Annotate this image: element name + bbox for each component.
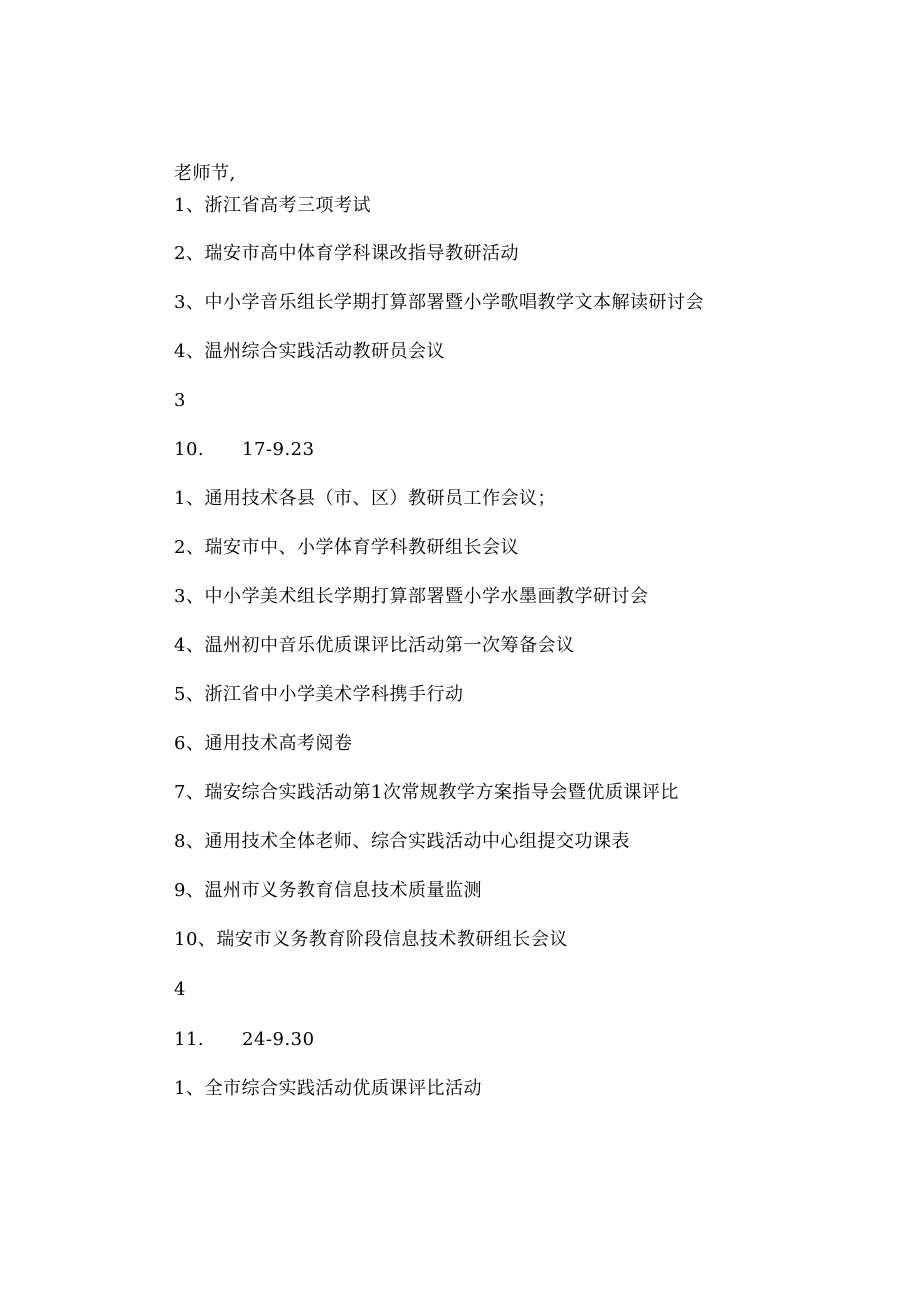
date-range [174,438,315,462]
list-item: 4、温州初中音乐优质课评比活动第一次筹备会议 [174,635,575,656]
date-range [174,1028,315,1052]
list-item: 7、瑞安综合实践活动第1次常规教学方案指导会暨优质课评比 [174,782,679,803]
list-item: 4、温州综合实践活动教研员会议 [174,341,445,362]
list-item: 6、通用技术高考阅卷 [174,733,353,754]
list-item: 3、中小学音乐组长学期打算部署暨小学歌唱教学文本解读研讨会 [174,292,704,313]
list-item: 10、瑞安市义务教育阶段信息技术教研组长会议 [174,929,568,950]
list-item: 1、全市综合实践活动优质课评比活动 [174,1078,482,1099]
list-item: 2、瑞安市高中体育学科课改指导教研活动 [174,243,519,264]
list-item: 1、通用技术各县（市、区）教研员工作会议； [174,488,556,509]
list-item: 9、温州市义务教育信息技术质量监测 [174,880,482,901]
list-item: 8、通用技术全体老师、综合实践活动中心组提交功课表 [174,831,630,852]
date-range-text: 17-9.23 [242,439,315,460]
list-item: 5、浙江省中小学美术学科携手行动 [174,684,464,705]
date-range-text: 24-9.30 [242,1029,315,1050]
list-item: 3、中小学美术组长学期打算部署暨小学水墨画教学研讨会 [174,586,649,607]
list-item: 1、浙江省高考三项考试 [174,195,371,216]
week-label: 4 [174,979,186,1000]
date-range-prefix: 10. [174,439,205,460]
intro-line: 老师节, [174,163,236,184]
list-item: 2、瑞安市中、小学体育学科教研组长会议 [174,537,519,558]
date-range-prefix: 11. [174,1029,205,1050]
week-label: 3 [174,390,186,411]
